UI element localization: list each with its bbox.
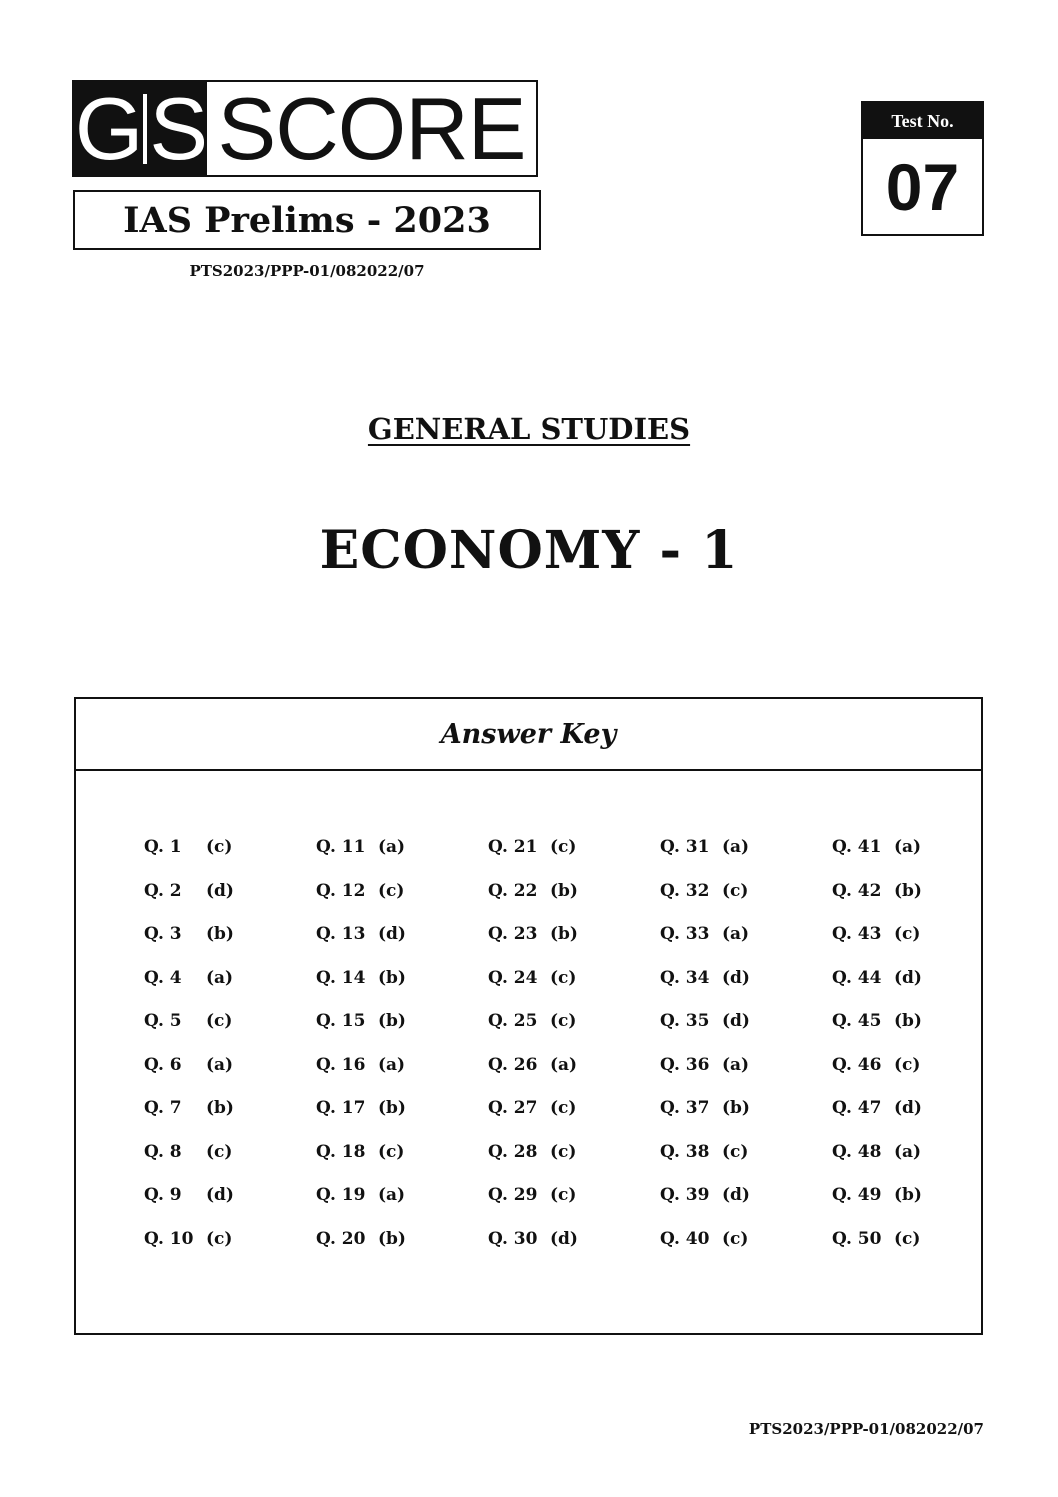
answer-key-item bbox=[316, 881, 488, 925]
answer-option: (c) bbox=[894, 924, 921, 944]
answer-option: (c) bbox=[550, 967, 577, 988]
answer-key-item bbox=[832, 1011, 1004, 1055]
answer-option: (d) bbox=[722, 1185, 750, 1205]
answer-option: (a) bbox=[722, 1054, 750, 1075]
answer-key-item bbox=[488, 1185, 660, 1229]
answer-option: (a) bbox=[722, 837, 750, 857]
question-number: Q. 2 bbox=[144, 880, 182, 901]
test-code: PTS2023/PPP-01/082022/07 bbox=[189, 262, 425, 280]
answer-key-item bbox=[660, 924, 832, 968]
answer-key-item bbox=[144, 837, 316, 881]
answer-option: (b) bbox=[206, 924, 234, 944]
question-number: Q. 26 bbox=[488, 1054, 538, 1075]
answer-option: (a) bbox=[894, 837, 922, 857]
subject-heading bbox=[0, 412, 1058, 446]
question-number: Q. 14 bbox=[316, 967, 366, 988]
question-number: Q. 46 bbox=[832, 1054, 882, 1075]
exam-title: IAS Prelims - 2023 bbox=[73, 190, 541, 250]
answer-key-item bbox=[832, 924, 1004, 968]
answer-option: (d) bbox=[894, 1098, 922, 1118]
answer-key-item bbox=[832, 1185, 1004, 1229]
answer-key-item bbox=[316, 837, 488, 881]
answer-key-item bbox=[144, 1229, 316, 1273]
answer-key-item bbox=[316, 1185, 488, 1229]
question-number: Q. 49 bbox=[832, 1185, 882, 1205]
question-number: Q. 15 bbox=[316, 1011, 366, 1031]
answer-key-item bbox=[488, 1098, 660, 1142]
answer-key-item bbox=[488, 1142, 660, 1186]
question-number: Q. 17 bbox=[316, 1098, 366, 1118]
answer-key-item bbox=[832, 968, 1004, 1012]
question-number: Q. 3 bbox=[144, 924, 182, 944]
answer-key-item bbox=[488, 881, 660, 925]
answer-key-item bbox=[660, 1229, 832, 1273]
question-number: Q. 8 bbox=[144, 1141, 182, 1162]
question-number: Q. 9 bbox=[144, 1185, 182, 1205]
answer-option: (b) bbox=[378, 967, 406, 988]
question-number: Q. 23 bbox=[488, 924, 538, 944]
answer-key-item bbox=[832, 837, 1004, 881]
answer-key-item bbox=[316, 924, 488, 968]
answer-option: (c) bbox=[206, 1141, 233, 1162]
answer-key-item bbox=[316, 1142, 488, 1186]
answer-option: (c) bbox=[550, 837, 577, 857]
answer-option: (c) bbox=[894, 1054, 921, 1075]
question-number: Q. 22 bbox=[488, 880, 538, 901]
answer-key-item bbox=[144, 1055, 316, 1099]
answer-key-item bbox=[832, 1055, 1004, 1099]
logo-score-text: SCORE bbox=[217, 78, 526, 178]
answer-option: (a) bbox=[206, 967, 234, 988]
answer-key-item bbox=[144, 881, 316, 925]
answer-option: (b) bbox=[550, 924, 578, 944]
question-number: Q. 47 bbox=[832, 1098, 882, 1118]
question-number: Q. 27 bbox=[488, 1098, 538, 1118]
answer-option: (c) bbox=[550, 1185, 577, 1205]
answer-option: (c) bbox=[206, 1011, 233, 1031]
answer-option: (b) bbox=[206, 1098, 234, 1118]
question-number: Q. 34 bbox=[660, 967, 710, 988]
answer-option: (c) bbox=[722, 880, 749, 901]
question-number: Q. 36 bbox=[660, 1054, 710, 1075]
answer-option: (a) bbox=[722, 924, 750, 944]
answer-option: (c) bbox=[550, 1098, 577, 1118]
answer-key-heading: Answer Key bbox=[76, 699, 981, 771]
question-number: Q. 28 bbox=[488, 1141, 538, 1162]
answer-key-item bbox=[488, 968, 660, 1012]
answer-option: (c) bbox=[206, 837, 233, 857]
logo-separator bbox=[143, 94, 147, 164]
question-number: Q. 21 bbox=[488, 837, 538, 857]
answer-key-item bbox=[832, 1229, 1004, 1273]
answer-key-item bbox=[660, 1055, 832, 1099]
answer-option: (c) bbox=[206, 1228, 233, 1249]
answer-option: (d) bbox=[722, 1011, 750, 1031]
subject-text: GENERAL STUDIES bbox=[367, 412, 691, 446]
answer-key-item bbox=[832, 1098, 1004, 1142]
question-number: Q. 11 bbox=[316, 837, 366, 857]
answer-key-item bbox=[144, 1142, 316, 1186]
answer-option: (d) bbox=[206, 880, 234, 901]
answer-key-item bbox=[488, 1229, 660, 1273]
answer-key-item bbox=[660, 968, 832, 1012]
answer-option: (c) bbox=[550, 1011, 577, 1031]
question-number: Q. 35 bbox=[660, 1011, 710, 1031]
answer-option: (a) bbox=[378, 837, 406, 857]
answer-option: (b) bbox=[378, 1011, 406, 1031]
answer-key-item bbox=[316, 1229, 488, 1273]
answer-key-item bbox=[488, 837, 660, 881]
answer-option: (b) bbox=[894, 1011, 922, 1031]
answer-key-item bbox=[832, 881, 1004, 925]
answer-key-item bbox=[488, 1011, 660, 1055]
answer-option: (a) bbox=[378, 1185, 406, 1205]
question-number: Q. 10 bbox=[144, 1228, 194, 1249]
question-number: Q. 24 bbox=[488, 967, 538, 988]
answer-option: (d) bbox=[206, 1185, 234, 1205]
logo-gs-block bbox=[74, 78, 207, 178]
answer-option: (a) bbox=[550, 1054, 578, 1075]
answer-option: (c) bbox=[378, 1141, 405, 1162]
question-number: Q. 38 bbox=[660, 1141, 710, 1162]
test-number-value: 07 bbox=[885, 149, 960, 224]
answer-key-item bbox=[660, 837, 832, 881]
footer-code: PTS2023/PPP-01/082022/07 bbox=[748, 1420, 984, 1438]
gs-score-logo bbox=[72, 80, 538, 177]
test-number-label: Test No. bbox=[863, 103, 982, 139]
answer-key-item bbox=[144, 1098, 316, 1142]
answer-option: (d) bbox=[378, 924, 406, 944]
answer-key-item bbox=[660, 1185, 832, 1229]
answer-key-item bbox=[660, 881, 832, 925]
answer-option: (b) bbox=[722, 1098, 750, 1118]
answer-option: (d) bbox=[550, 1228, 578, 1249]
question-number: Q. 29 bbox=[488, 1185, 538, 1205]
answer-key-item bbox=[144, 924, 316, 968]
question-number: Q. 33 bbox=[660, 924, 710, 944]
question-number: Q. 4 bbox=[144, 967, 182, 988]
answer-key-item bbox=[488, 1055, 660, 1099]
answer-option: (b) bbox=[550, 880, 578, 901]
question-number: Q. 7 bbox=[144, 1098, 182, 1118]
question-number: Q. 50 bbox=[832, 1228, 882, 1249]
paper-title: ECONOMY - 1 bbox=[319, 520, 739, 581]
question-number: Q. 39 bbox=[660, 1185, 710, 1205]
answer-key-item bbox=[488, 924, 660, 968]
question-number: Q. 42 bbox=[832, 880, 882, 901]
answer-option: (b) bbox=[894, 880, 922, 901]
question-number: Q. 19 bbox=[316, 1185, 366, 1205]
answer-option: (d) bbox=[722, 967, 750, 988]
question-number: Q. 44 bbox=[832, 967, 882, 988]
question-number: Q. 31 bbox=[660, 837, 710, 857]
question-number: Q. 37 bbox=[660, 1098, 710, 1118]
answer-key-item bbox=[144, 1185, 316, 1229]
question-number: Q. 20 bbox=[316, 1228, 366, 1249]
question-number: Q. 12 bbox=[316, 880, 366, 901]
answer-option: (c) bbox=[722, 1141, 749, 1162]
answer-option: (a) bbox=[894, 1141, 922, 1162]
question-number: Q. 6 bbox=[144, 1054, 182, 1075]
answer-key-item bbox=[660, 1011, 832, 1055]
question-number: Q. 40 bbox=[660, 1228, 710, 1249]
question-number: Q. 5 bbox=[144, 1011, 182, 1031]
question-number: Q. 48 bbox=[832, 1141, 882, 1162]
answer-option: (a) bbox=[206, 1054, 234, 1075]
question-number: Q. 18 bbox=[316, 1141, 366, 1162]
answer-key-item bbox=[144, 1011, 316, 1055]
answer-option: (c) bbox=[894, 1228, 921, 1249]
answer-key-grid bbox=[144, 837, 1004, 1272]
question-number: Q. 13 bbox=[316, 924, 366, 944]
answer-key-item bbox=[316, 1011, 488, 1055]
answer-option: (c) bbox=[722, 1228, 749, 1249]
logo-gs-left: G bbox=[74, 78, 142, 178]
answer-key-box bbox=[74, 697, 983, 1335]
answer-option: (d) bbox=[894, 967, 922, 988]
question-number: Q. 41 bbox=[832, 837, 882, 857]
answer-key-item bbox=[316, 1055, 488, 1099]
answer-option: (b) bbox=[894, 1185, 922, 1205]
answer-key-item bbox=[316, 1098, 488, 1142]
test-number-box bbox=[861, 101, 984, 236]
question-number: Q. 1 bbox=[144, 837, 182, 857]
question-number: Q. 16 bbox=[316, 1054, 366, 1075]
question-number: Q. 25 bbox=[488, 1011, 538, 1031]
answer-option: (c) bbox=[378, 880, 405, 901]
answer-key-item bbox=[660, 1098, 832, 1142]
answer-key-item bbox=[316, 968, 488, 1012]
answer-option: (c) bbox=[550, 1141, 577, 1162]
answer-key-item bbox=[660, 1142, 832, 1186]
answer-option: (b) bbox=[378, 1228, 406, 1249]
answer-option: (a) bbox=[378, 1054, 406, 1075]
question-number: Q. 43 bbox=[832, 924, 882, 944]
logo-gs-right: S bbox=[149, 78, 207, 178]
answer-key-item bbox=[832, 1142, 1004, 1186]
answer-key-item bbox=[144, 968, 316, 1012]
answer-option: (b) bbox=[378, 1098, 406, 1118]
question-number: Q. 30 bbox=[488, 1228, 538, 1249]
question-number: Q. 32 bbox=[660, 880, 710, 901]
question-number: Q. 45 bbox=[832, 1011, 882, 1031]
